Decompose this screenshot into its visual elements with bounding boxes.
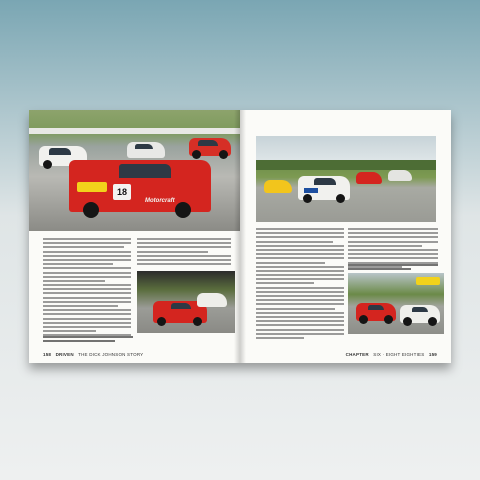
background-car-grey <box>127 142 165 158</box>
left-text-column-1 <box>43 238 131 339</box>
chasing-car-yellow <box>264 180 292 193</box>
right-text-column-1 <box>256 228 344 341</box>
race-photo-main <box>29 110 240 231</box>
race-photo-inset-right <box>348 273 444 334</box>
race-photo-top-right <box>256 136 436 222</box>
right-folio <box>346 352 437 357</box>
inset-car-white <box>197 293 227 307</box>
right-page <box>240 110 451 363</box>
inset-car-red-right <box>356 303 396 321</box>
lead-car-white <box>298 176 350 200</box>
left-text-column-2 <box>137 238 231 267</box>
book-brand: DRIVEN <box>55 352 74 357</box>
background-car-red <box>189 138 231 156</box>
hero-race-car <box>69 160 211 212</box>
chasing-car-grey <box>388 170 412 181</box>
book-gutter-shadow <box>234 110 246 363</box>
inset-car-white-right <box>400 305 440 323</box>
book-title: THE DICK JOHNSON STORY <box>78 352 144 357</box>
page-number-left: 158 <box>43 352 52 357</box>
sponsor-text: Motorcraft <box>145 198 175 204</box>
chapter-title: SIX · EIGHT EIGHTIES <box>373 352 425 357</box>
race-number: 18 <box>113 184 131 200</box>
trackside-sign-yellow <box>416 277 440 285</box>
sponsor-decal <box>77 182 107 192</box>
left-folio <box>43 352 143 357</box>
chasing-car-red <box>356 172 382 184</box>
chapter-label: CHAPTER <box>345 352 369 357</box>
magazine-spread <box>29 110 451 363</box>
track-barrier <box>29 128 240 134</box>
page-number-right: 159 <box>428 352 437 357</box>
race-photo-inset-left <box>137 271 235 333</box>
tree-line <box>256 160 436 170</box>
left-page <box>29 110 240 363</box>
left-caption <box>43 336 133 344</box>
right-caption <box>348 264 438 272</box>
